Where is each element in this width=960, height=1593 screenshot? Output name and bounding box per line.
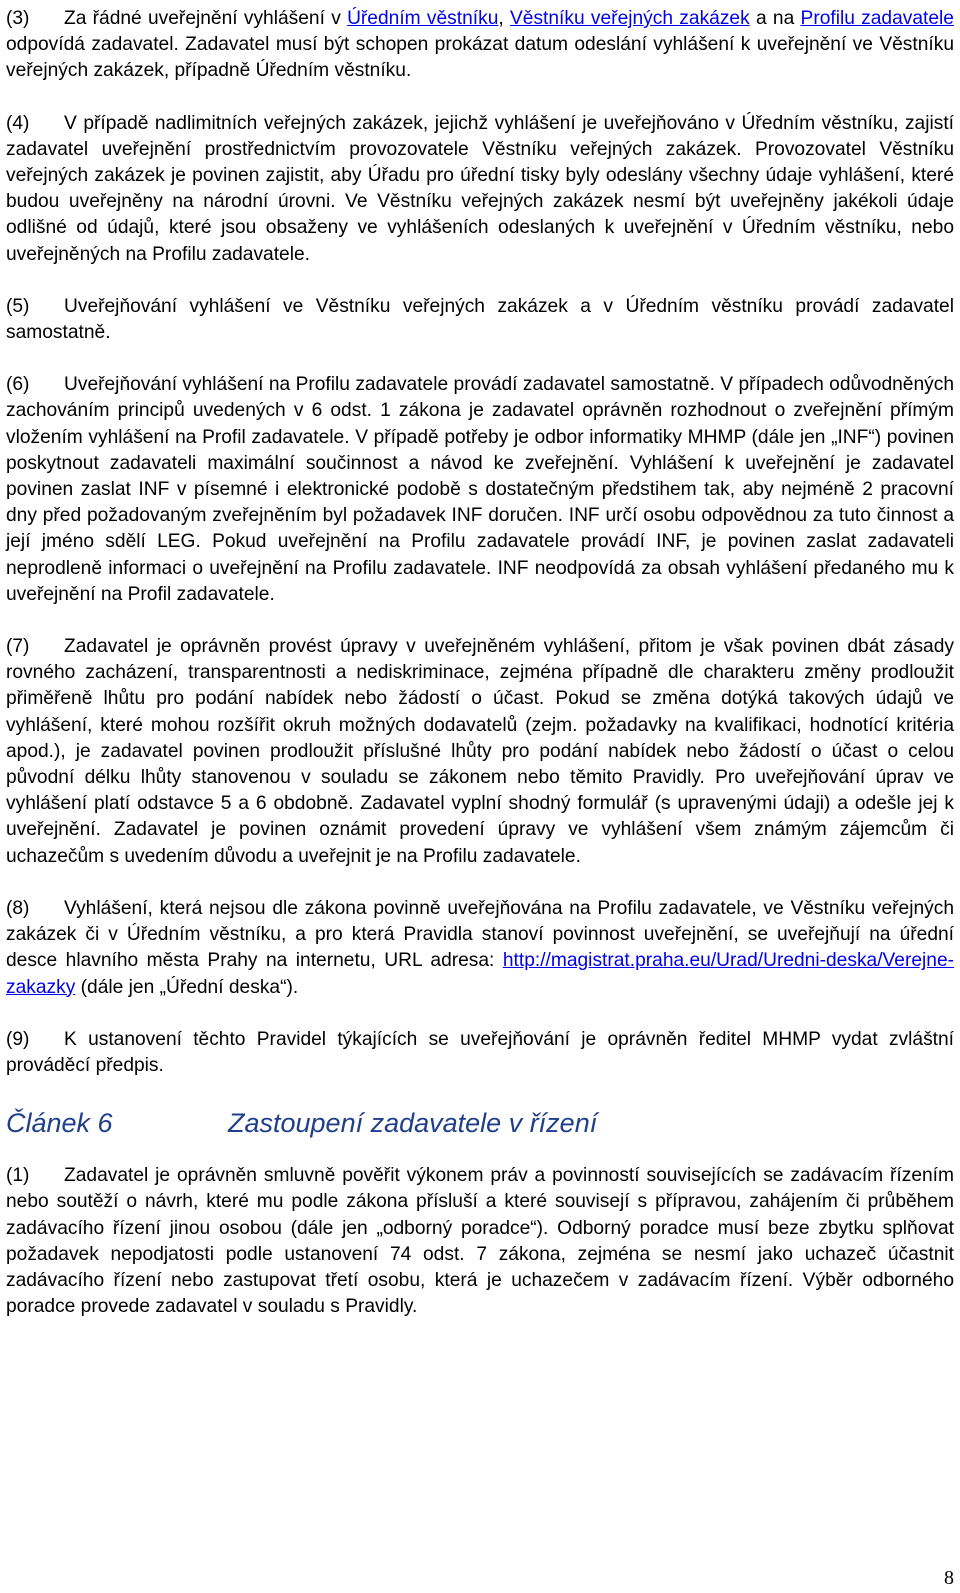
- paragraph-text: V případě nadlimitních veřejných zakázek, jejichž vyhlášení je uveřejňováno v Úředním věstníku, zajistí zadavatel uveřejnění prostřednictvím provozovatele Věstníku veřejných zakázek. Provozovatel Věstníku veřejných zakázek je povinen zajistit, aby Úřadu pro úřední tisky byly odeslány všechny údaje vyhlášení, které budou uveřejněny na národní úrovni. Ve Věstníku veřejných zakázek nesmí být uveřejněny jakékoli údaje odlišné od údajů, které jsou obsaženy ve vyhlášeních odeslaných k uveřejnění v Úředním věstníku, nebo uveřejněných na Profilu zadavatele.: [6, 112, 954, 265]
- paragraph-text: Vyhlášení, která nejsou dle zákona povinně uveřejňována na Profilu zadavatele, ve Věstníku veřejných zakázek či v Úředním věstníku, a pro která Pravidla stanoví povinnost uveřejnění, se uveřejňují na úřední desce hlavního města Prahy na internetu, URL adresa:: [6, 897, 954, 972]
- article-6-paragraph-1: [6, 1163, 954, 1320]
- paragraph-text: Uveřejňování vyhlášení na Profilu zadavatele provádí zadavatel samostatně. V případech odůvodněných zachováním principů uvedených v 6 odst. 1 zákona je zadavatel oprávněn rozhodnout o zveřejnění přímým vložením vyhlášení na Profil zadavatele. V případě potřeby je odbor informatiky MHMP (dále jen „INF“) povinen poskytnout zadavateli maximální součinnost a návod ke zveřejnění. Vyhlášení k uveřejnění je zadavatel povinen zaslat INF v písemné i elektronické podobě s dostatečným předstihem tak, aby nejméně 2 pracovní dny před požadovaným zveřejněním byl požadavek INF doručen. INF určí osobu odpovědnou za tuto činnost a její jméno sdělí LEG. Pokud uveřejnění na Profilu zadavatele provádí INF, je povinen zaslat zadavateli neprodleně informaci o uveřejnění na Profilu zadavatele. INF neodpovídá za obsah vyhlášení předaného mu k uveřejnění na Profil zadavatele.: [6, 374, 954, 605]
- paragraph-text: a na: [749, 8, 801, 29]
- article-number: Článek 6: [6, 1108, 113, 1139]
- paragraph-number: (4): [6, 112, 30, 134]
- paragraph-text: Za řádné uveřejnění vyhlášení v: [64, 8, 348, 29]
- paragraph-text: Uveřejňování vyhlášení ve Věstníku veřejných zakázek a v Úředním věstníku provádí zadavatel samostatně.: [6, 295, 954, 344]
- paragraph-4: [6, 111, 954, 268]
- paragraph-number: (3): [6, 8, 30, 29]
- page-number: 8: [944, 1567, 954, 1589]
- paragraph-text: (dále jen „Úřední deska“).: [75, 976, 299, 998]
- paragraph-9: [6, 1027, 954, 1079]
- paragraph-number: (6): [6, 374, 30, 396]
- paragraph-text: K ustanovení těchto Pravidel týkajících se uveřejňování je oprávněn ředitel MHMP vydat zvláštní prováděcí předpis.: [6, 1028, 954, 1076]
- article-heading: [6, 1105, 954, 1141]
- link-uredni-deska-url[interactable]: http://magistrat.praha.eu/Urad/Uredni-deska/Verejne-zakazky: [6, 950, 954, 998]
- article-title: Zastoupení zadavatele v řízení: [228, 1108, 598, 1139]
- paragraph-8: [6, 896, 954, 1001]
- paragraph-7: [6, 634, 954, 870]
- paragraph-5: [6, 294, 954, 346]
- paragraph-3: [6, 6, 954, 85]
- paragraph-number: (9): [6, 1028, 30, 1050]
- paragraph-text: Zadavatel je oprávněn provést úpravy v uveřejněném vyhlášení, přitom je však povinen dbát zásady rovného zacházení, transparentnosti a nediskriminace, zejména případně dle charakteru změny prodloužit přiměřeně lhůtu pro podání nabídek nebo žádostí o účast. Pokud se změna dotýká takových údajů ve vyhlášení, které mohou rozšířit okruh možných dodavatelů (zejm. požadavky na kvalifikaci, hodnotící kritéria apod.), je zadavatel povinen prodloužit příslušné lhůty pro podání nabídek nebo žádostí o účast o celou původní délku lhůty stanovenou v souladu se zákonem nebo těmito Pravidly. Pro uveřejňování úprav ve vyhlášení platí odstavce 5 a 6 obdobně. Zadavatel vyplní shodný formulář (s upravenými údaji) a odešle jej k uveřejnění. Zadavatel je povinen oznámit provedení úpravy ve vyhlášení všem známým zájemcům či uchazečům s uvedením důvodu a uveřejnit je na Profilu zadavatele.: [6, 636, 954, 867]
- document-page: [6, 6, 954, 1346]
- paragraph-text: odpovídá zadavatel. Zadavatel musí být schopen prokázat datum odeslání vyhlášení k uveřejnění ve Věstníku veřejných zakázek, případně Úředním věstníku.: [6, 34, 954, 82]
- paragraph-text: Zadavatel je oprávněn smluvně pověřit výkonem práv a povinností souvisejících se zadávacím řízením nebo soutěží o návrh, které mu podle zákona přísluší a které souvisejí s přípravou, zahájením či průběhem zadávacího řízení jinou osobou (dále jen „odborný poradce“). Odborný poradce musí beze zbytku splňovat požadavek nepodjatosti podle ustanovení 74 odst. 7 zákona, zejména se nesmí jako uchazeč účastnit zadávacího řízení nebo zastupovat třetí osobu, která je uchazečem v zadávacím řízení. Výběr odborného poradce provede zadavatel v souladu s Pravidly.: [6, 1165, 954, 1318]
- link-vestnik-verejnych-zakazek[interactable]: Věstníku veřejných zakázek: [509, 8, 750, 29]
- link-profil-zadavatele[interactable]: Profilu zadavatele: [800, 8, 954, 29]
- paragraph-number: (8): [6, 897, 30, 919]
- paragraph-number: (7): [6, 636, 30, 658]
- paragraph-6: [6, 372, 954, 608]
- paragraph-number: (1): [6, 1165, 30, 1187]
- link-uredni-vestnik[interactable]: Úředním věstníku: [347, 8, 499, 29]
- paragraph-text: ,: [498, 8, 510, 29]
- paragraph-number: (5): [6, 295, 30, 317]
